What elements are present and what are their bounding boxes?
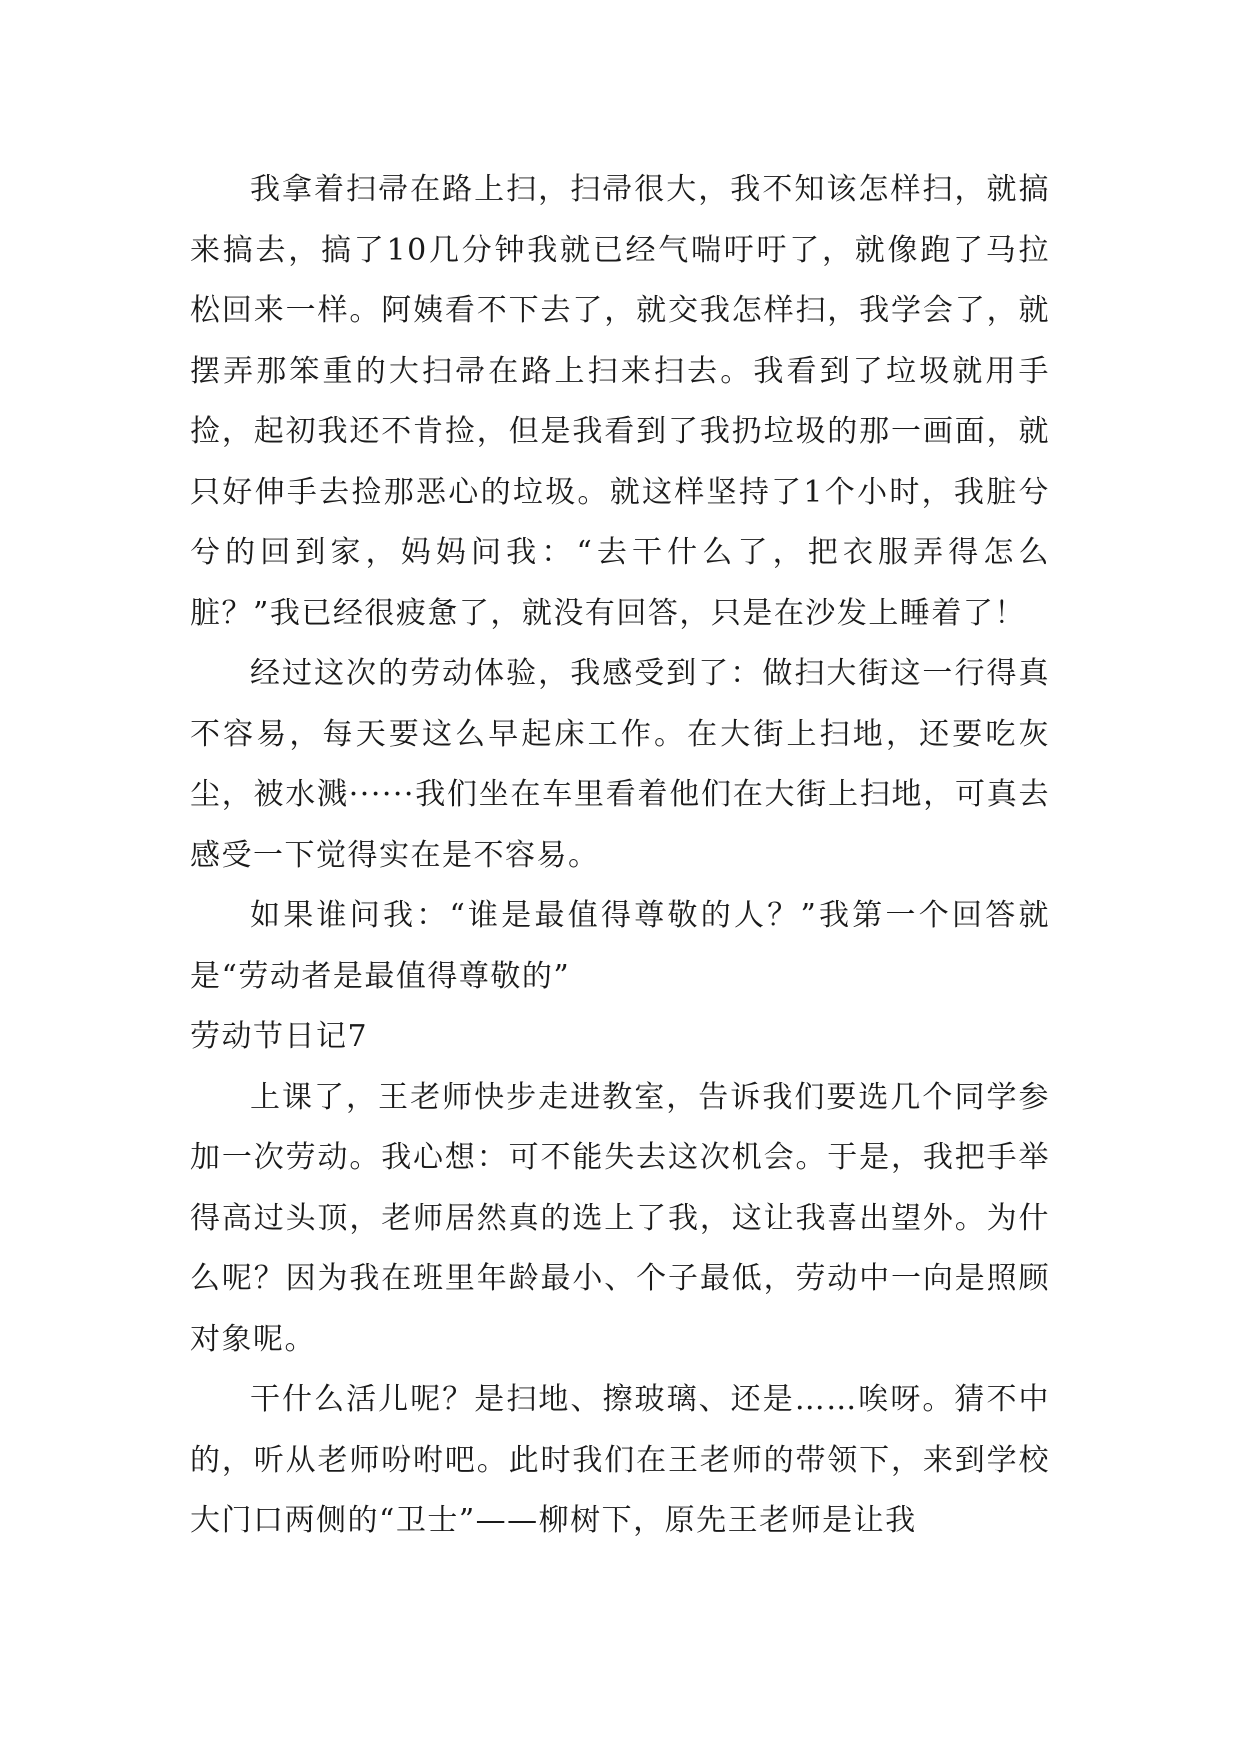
document-page <box>190 160 1050 1552</box>
paragraph: 经过这次的劳动体验，我感受到了：做扫大街这一行得真不容易，每天要这么早起床工作。在大街上扫地，还要吃灰尘，被水溅······我们坐在车里看着他们在大街上扫地，可真去感受一下觉得实在是不容易。 <box>190 656 1050 873</box>
paragraph: 我拿着扫帚在路上扫，扫帚很大，我不知该怎样扫，就搞来搞去，搞了10几分钟我就已经气喘吁吁了，就像跑了马拉松回来一样。阿姨看不下去了，就交我怎样扫，我学会了，就摆弄那笨重的大扫帚在路上扫来扫去。我看到了垃圾就用手捡，起初我还不肯捡，但是我看到了我扔垃圾的那一画面，就只好伸手去捡那恶心的垃圾。就这样坚持了1个小时，我脏兮兮的回到家，妈妈问我：“去干什么了，把衣服弄得怎么脏？”我已经很疲惫了，就没有回答，只是在沙发上睡着了！ <box>190 172 1050 631</box>
section-heading: 劳动节日记7 <box>190 1019 369 1054</box>
paragraph: 上课了，王老师快步走进教室，告诉我们要选几个同学参加一次劳动。我心想：可不能失去这次机会。于是，我把手举得高过头顶，老师居然真的选上了我，这让我喜出望外。为什么呢？因为我在班里年龄最小、个子最低，劳动中一向是照顾对象呢。 <box>190 1079 1050 1357</box>
paragraph: 如果谁问我：“谁是最值得尊敬的人？”我第一个回答就是“劳动者是最值得尊敬的” <box>190 898 1050 994</box>
paragraph: 干什么活儿呢？是扫地、擦玻璃、还是……唉呀。猜不中的，听从老师吩咐吧。此时我们在王老师的带领下，来到学校大门口两侧的“卫士”——柳树下，原先王老师是让我 <box>190 1382 1050 1538</box>
